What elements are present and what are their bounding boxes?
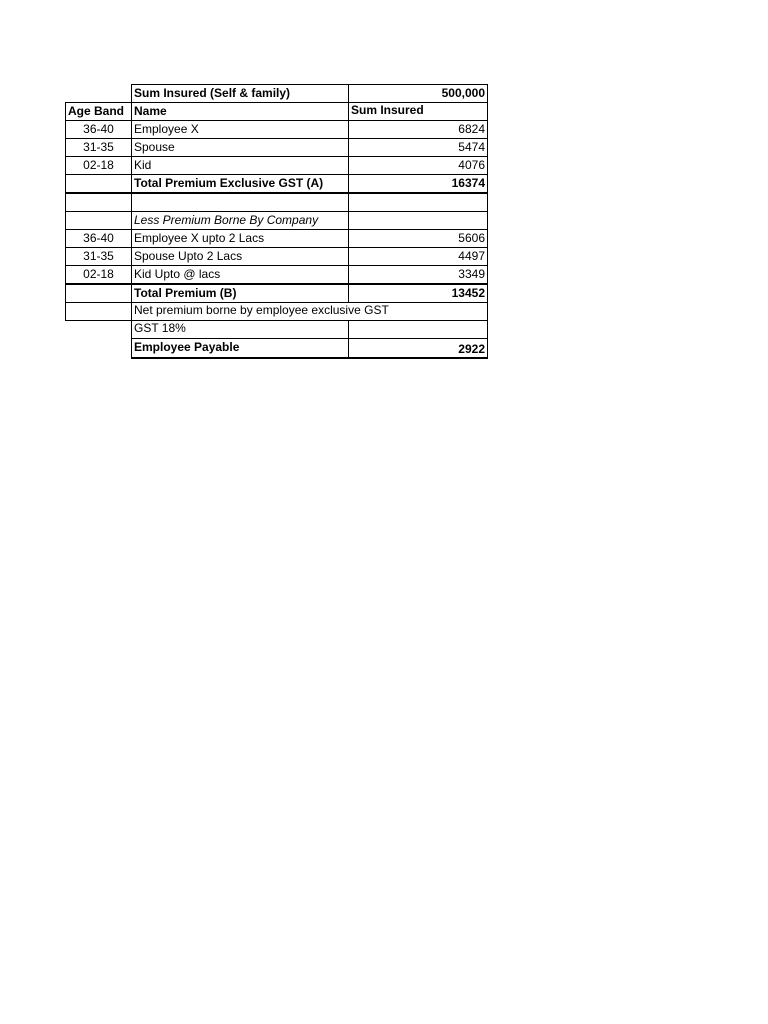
total-b-value[interactable]: 13452 [348,284,488,303]
blank-cell[interactable] [131,193,349,212]
gst-label[interactable]: GST 18% [131,320,349,339]
total-a-age-cell[interactable] [65,174,132,193]
net-age-cell[interactable] [65,302,131,321]
header-age-band[interactable]: Age Band [65,102,132,121]
company-row-name[interactable]: Kid Upto @ lacs [131,265,349,284]
blank-cell[interactable] [348,193,488,212]
premium-row-age[interactable]: 36-40 [65,120,132,139]
company-row-value[interactable]: 4497 [348,247,488,266]
gst-value-cell[interactable] [348,320,488,339]
premium-row-value[interactable]: 5474 [348,138,488,157]
company-row-value[interactable]: 3349 [348,265,488,284]
net-premium-label[interactable]: Net premium borne by employee exclusive GST [131,302,349,321]
premium-row-value[interactable]: 4076 [348,156,488,175]
company-row-value[interactable]: 5606 [348,229,488,248]
net-value-cell[interactable] [348,302,488,321]
sum-insured-label-cell[interactable]: Sum Insured (Self & family) [131,84,349,103]
blank-cell[interactable] [65,193,132,212]
employee-payable-label[interactable]: Employee Payable [131,338,349,359]
less-age-cell[interactable] [65,211,132,230]
total-a-value[interactable]: 16374 [348,174,488,193]
company-row-age[interactable]: 31-35 [65,247,132,266]
premium-row-age[interactable]: 31-35 [65,138,132,157]
total-b-age-cell[interactable] [65,284,132,303]
premium-row-name[interactable]: Spouse [131,138,349,157]
premium-row-age[interactable]: 02-18 [65,156,132,175]
less-value-cell[interactable] [348,211,488,230]
premium-row-value[interactable]: 6824 [348,120,488,139]
sum-insured-value-cell[interactable]: 500,000 [348,84,488,103]
total-a-label[interactable]: Total Premium Exclusive GST (A) [131,174,349,193]
less-premium-label[interactable]: Less Premium Borne By Company [131,211,349,230]
header-sum-insured[interactable]: Sum Insured [348,102,488,121]
header-name[interactable]: Name [131,102,349,121]
company-row-name[interactable]: Employee X upto 2 Lacs [131,229,349,248]
premium-row-name[interactable]: Kid [131,156,349,175]
company-row-name[interactable]: Spouse Upto 2 Lacs [131,247,349,266]
employee-payable-value[interactable]: 2922 [348,338,488,359]
company-row-age[interactable]: 02-18 [65,265,132,284]
company-row-age[interactable]: 36-40 [65,229,132,248]
total-b-label[interactable]: Total Premium (B) [131,284,349,303]
premium-row-name[interactable]: Employee X [131,120,349,139]
